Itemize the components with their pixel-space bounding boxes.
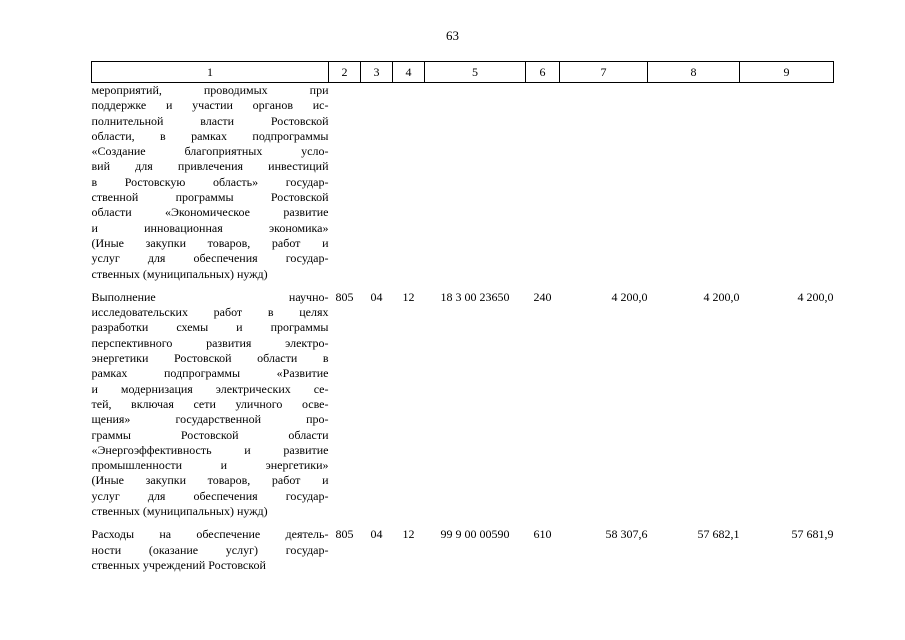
- description-line: вий для привлечения инвестиций: [91, 159, 329, 174]
- row-description: [92, 83, 329, 290]
- amount-year-2: 4 200,0: [703, 289, 740, 304]
- target-article-code: [425, 83, 526, 290]
- description-line: (Иные закупки товаров, работ и: [91, 473, 329, 488]
- column-header: 2: [329, 62, 361, 83]
- expense-type-code: 610: [533, 527, 552, 542]
- column-header: 5: [425, 62, 526, 83]
- section-code: 04: [370, 289, 383, 304]
- column-header: 3: [361, 62, 393, 83]
- table-body: [92, 83, 834, 582]
- budget-table: [91, 61, 834, 581]
- column-header: 8: [648, 62, 740, 83]
- description-line: в Ростовскую область» государ-: [91, 174, 329, 189]
- description-line: ности (оказание услуг) государ-: [91, 542, 329, 557]
- description-line: «Энергоэффективность и развитие: [91, 442, 329, 457]
- description-line: области, в рамках подпрограммы: [91, 128, 329, 143]
- description-line: щения» государственной про-: [91, 412, 329, 427]
- amount-year-1: [560, 83, 648, 290]
- page-number: 63: [446, 28, 459, 43]
- description-line: разработки схемы и программы: [91, 320, 329, 335]
- ministry-code: 805: [335, 289, 354, 304]
- description-line: ственной программы Ростовской: [91, 190, 329, 205]
- column-header: 9: [740, 62, 834, 83]
- amount-year-2: [648, 83, 740, 290]
- amount-year-2: 57 682,1: [697, 527, 740, 542]
- subsection-code: [393, 83, 425, 290]
- description-line: энергетики Ростовской области в: [91, 351, 329, 366]
- expense-type-code: 240: [533, 289, 552, 304]
- description-line: мероприятий, проводимых при: [91, 83, 329, 97]
- description-line: ственных (муниципальных) нужд): [91, 266, 268, 281]
- table-row: [92, 527, 834, 581]
- table-row: [92, 83, 834, 290]
- column-header: 7: [560, 62, 648, 83]
- ministry-code: [329, 83, 361, 290]
- row-description: [92, 527, 329, 581]
- description-line: Расходы на обеспечение деятель-: [91, 527, 329, 542]
- description-line: ственных (муниципальных) нужд): [91, 504, 268, 519]
- section-code: [361, 83, 393, 290]
- row-description: [92, 290, 329, 527]
- subsection-code: 12: [402, 289, 415, 304]
- section-code: 04: [370, 527, 383, 542]
- amount-year-3: 57 681,9: [791, 527, 834, 542]
- target-article-code: 99 9 00 00590: [440, 527, 510, 542]
- expense-type-code: [526, 83, 560, 290]
- description-line: перспективного развития электро-: [91, 335, 329, 350]
- column-header-row: [92, 62, 834, 83]
- description-line: исследовательских работ в целях: [91, 305, 329, 320]
- table-row: [92, 290, 834, 527]
- description-line: услуг для обеспечения государ-: [91, 251, 329, 266]
- column-header: 6: [526, 62, 560, 83]
- amount-year-3: 4 200,0: [797, 289, 834, 304]
- description-line: поддержке и участии органов ис-: [91, 98, 329, 113]
- description-line: «Создание благоприятных усло-: [91, 144, 329, 159]
- description-line: и инновационная экономика»: [91, 220, 329, 235]
- description-line: (Иные закупки товаров, работ и: [91, 235, 329, 250]
- description-line: промышленности и энергетики»: [91, 458, 329, 473]
- description-line: рамках подпрограммы «Развитие: [91, 366, 329, 381]
- amount-year-1: 4 200,0: [611, 289, 648, 304]
- column-header: 4: [393, 62, 425, 83]
- description-line: граммы Ростовской области: [91, 427, 329, 442]
- description-line: и модернизация электрических се-: [91, 381, 329, 396]
- ministry-code: 805: [335, 527, 354, 542]
- description-line: тей, включая сети уличного осве-: [91, 396, 329, 411]
- description-line: ственных учреждений Ростовской: [91, 557, 266, 572]
- target-article-code: 18 3 00 23650: [440, 289, 510, 304]
- description-line: полнительной власти Ростовской: [91, 113, 329, 128]
- description-line: Выполнение научно-: [91, 289, 329, 304]
- description-line: услуг для обеспечения государ-: [91, 488, 329, 503]
- amount-year-3: [740, 83, 834, 290]
- description-line: области «Экономическое развитие: [91, 205, 329, 220]
- subsection-code: 12: [402, 527, 415, 542]
- column-header: 1: [92, 62, 329, 83]
- amount-year-1: 58 307,6: [605, 527, 648, 542]
